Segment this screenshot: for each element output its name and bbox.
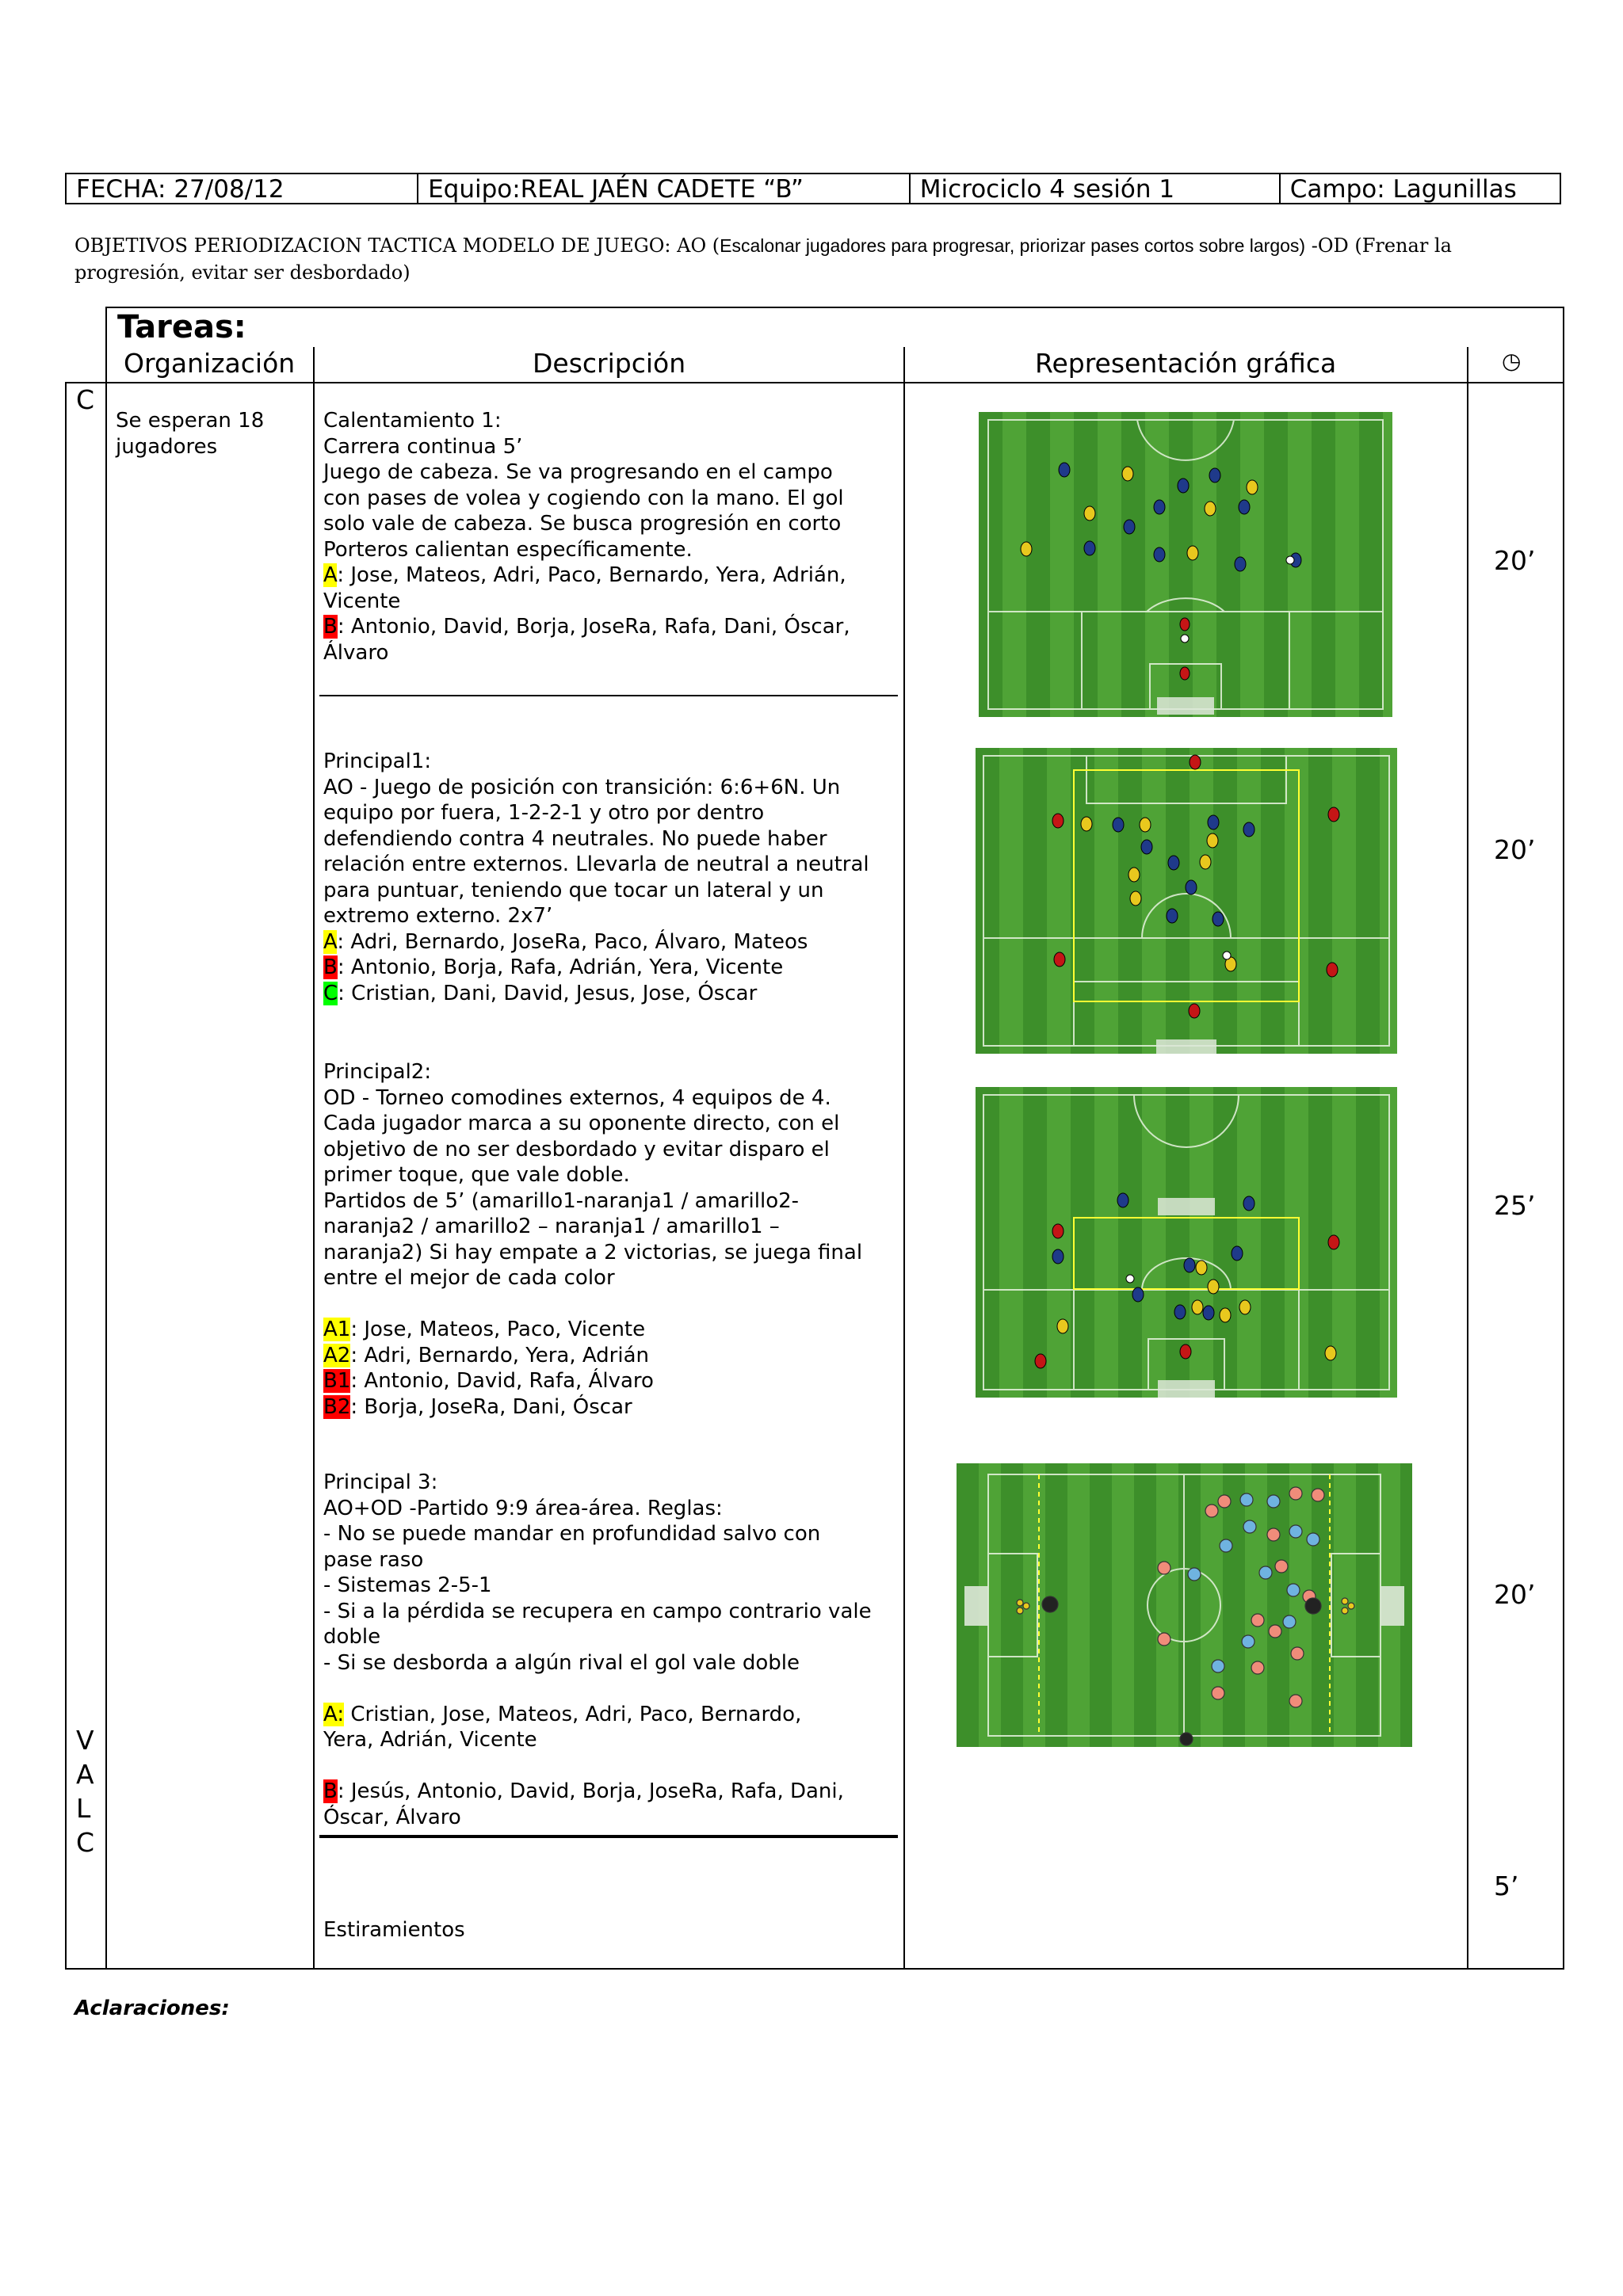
organization-text: Se esperan 18 jugadores (116, 409, 265, 459)
task-2-description: Principal1: AO - Juego de posición con transición: 6:6+6N. Un equipo por fuera, 1-2-2-1 y otro por dentro defendiendo contra 4 neutrales. No puede haber relación entre externos. Llevarla de neutral a neutral para puntuar, teniendo que tocar un lateral y un extremo externo. 2x7’ A: Adri, Bernardo, JoseRa, Paco, Álvaro, Mateos B: Antonio, Borja, Rafa, Adrián, Yera, Vicente C: Cristian, Dani, David, Jesus, Jose, Óscar (323, 749, 869, 1005)
task-2-time: 20’ (1494, 834, 1536, 865)
clarifications-label: Aclaraciones: (74, 1997, 230, 2020)
final-task-time: 5’ (1494, 1871, 1519, 1901)
task-3-time: 25’ (1494, 1190, 1536, 1221)
task-4-description: Principal 3: AO+OD -Partido 9:9 área-área. Reglas: - No se puede mandar en profundidad salvo con pase raso - Sistemas 2-5-1 - Si a la pérdida se recupera en campo contrario vale doble - Si se desborda a algún rival el gol vale doble A: Cristian, Jose, Mateos, Adri, Paco, Bernardo, Yera, Adrián, Vicente B: Jesús, Antonio, David, Borja, JoseRa, Rafa, Dani, Óscar, Álvaro (323, 1470, 872, 1829)
side-letter-top: C (76, 384, 95, 415)
side-letters-bottom: V A L C (76, 1725, 95, 1858)
pitch-diagram-warmup (979, 412, 1392, 717)
objectives: OBJETIVOS PERIODIZACION TACTICA MODELO DE JUEGO: AO (Escalonar jugadores para progresar, priorizar pases cortos sobre largos) -OD (Frenar la progresión, evitar ser desbordado) (74, 235, 1452, 284)
pitch-diagram-principal-2 (976, 1087, 1397, 1398)
task-1-time: 20’ (1494, 545, 1536, 576)
col-graphic: Representación gráfica (1035, 348, 1337, 379)
col-organization: Organización (124, 348, 296, 379)
task-1-description: Calentamiento 1: Carrera continua 5’ Juego de cabeza. Se va progresando en el campo con pases de volea y cogiendo con la mano. El gol solo vale de cabeza. Se busca progresión en corto Porteros calientan específicamente. A: Jose, Mateos, Adri, Paco, Bernardo, Yera, Adrián, Vicente B: Antonio, David, Borja, JoseRa, Rafa, Dani, Óscar, Álvaro (323, 409, 850, 665)
pitch-diagram-principal-3 (957, 1463, 1412, 1747)
session-header (65, 173, 1561, 204)
team-cell: Equipo:REAL JAÉN CADETE “B” (418, 174, 911, 203)
task-3-description: Principal2: OD - Torneo comodines externos, 4 equipos de 4. Cada jugador marca a su oponente directo, con el objetivo de no ser desbordado y evitar disparo el primer toque, que vale doble. Partidos de 5’ (amarillo1-naranja1 / amarillo2- naranja2 / amarillo2 – naranja1 / amarillo1 – naranja2) Si hay empate a 2 victorias, se juega final entre el mejor de cada color A1: Jose, Mateos, Paco, Vicente A2: Adri, Bernardo, Yera, Adrián B1: Antonio, David, Rafa, Álvaro B2: Borja, JoseRa, Dani, Óscar (323, 1060, 863, 1419)
date-cell: FECHA: 27/08/12 (67, 174, 418, 203)
final-task-label: Estiramientos (323, 1918, 465, 1942)
clock-icon: ◷ (1502, 348, 1522, 374)
task-4-time: 20’ (1494, 1579, 1536, 1610)
microcycle-cell: Microciclo 4 sesión 1 (911, 174, 1281, 203)
table-title: Tareas: (117, 309, 246, 345)
field-cell: Campo: Lagunillas (1289, 175, 1517, 203)
col-description: Descripción (533, 348, 686, 379)
pitch-diagram-principal-1 (976, 748, 1397, 1054)
